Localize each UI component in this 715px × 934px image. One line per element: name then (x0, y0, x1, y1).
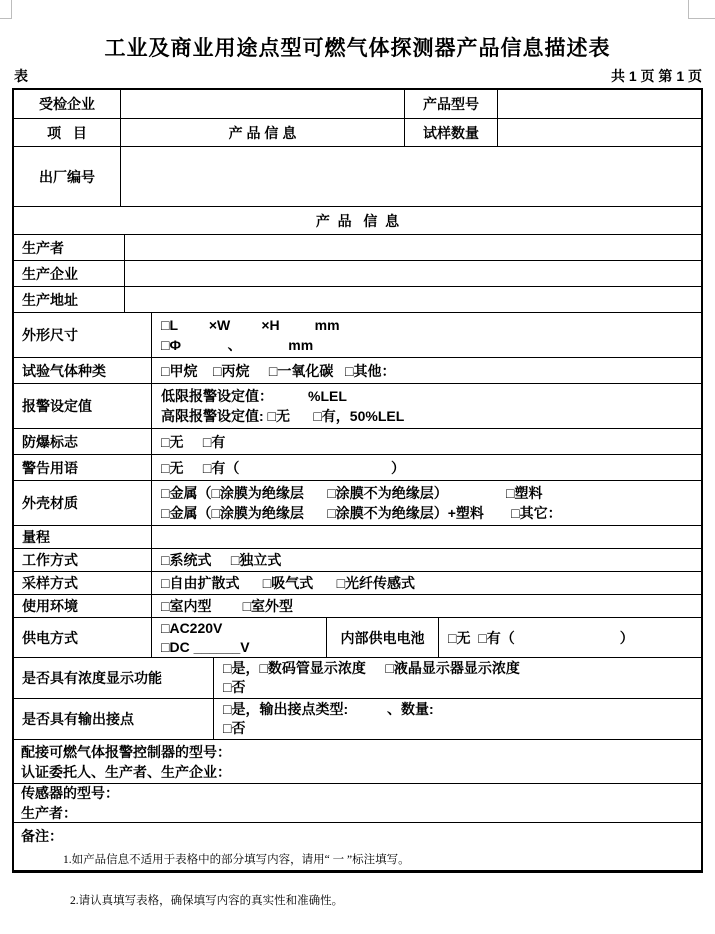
internal-battery-label: 内部供电电池 (326, 618, 438, 657)
alarm-setting-options[interactable]: 低限报警设定值： %LEL 高限报警设定值: □无 □有，50%LEL (151, 384, 701, 428)
work-mode-label: 工作方式 (22, 552, 78, 568)
item-label: 项 目 (47, 124, 87, 141)
table-row (14, 383, 701, 428)
power-supply-label: 供电方式 (22, 629, 78, 646)
explosion-proof-label: 防爆标志 (22, 433, 78, 450)
producer-field[interactable] (124, 235, 701, 260)
table-row (14, 571, 701, 594)
dimensions-options[interactable]: □L ×W ×H mm □Φ 、 mm (151, 313, 701, 357)
page-corner-mark-right (688, 0, 715, 19)
table-row (14, 548, 701, 571)
table-row (14, 260, 701, 286)
factory-no-field[interactable] (120, 147, 701, 206)
table-row (14, 357, 701, 383)
table-row (14, 146, 701, 206)
explosion-proof-options[interactable]: □无 □有 (151, 429, 701, 454)
internal-battery-options[interactable]: □无 □有（ ） (438, 618, 701, 657)
table-row (14, 428, 701, 454)
table-row (14, 118, 701, 146)
environment-label: 使用环境 (22, 598, 78, 614)
sampling-options[interactable]: □自由扩散式 □吸气式 □光纤传感式 (151, 572, 701, 594)
sensor-model-field[interactable]: 传感器的型号： 生产者： (21, 785, 119, 821)
table-row (14, 480, 701, 525)
table-row (14, 525, 701, 548)
manufacturer-field[interactable] (124, 261, 701, 286)
power-supply-options[interactable]: □AC220V □DC ______V (151, 618, 326, 657)
warning-words-label: 警告用语 (22, 459, 78, 476)
table-row (14, 594, 701, 617)
remarks-label: 备注： (21, 828, 63, 844)
warning-words-options[interactable]: □无 □有（ ） (151, 455, 701, 480)
product-info-column-header: 产 品 信 息 (120, 119, 404, 146)
manufacturer-label: 生产企业 (22, 265, 78, 282)
page-count-label: 共 1 页 第 1 页 (610, 68, 702, 84)
shell-material-options[interactable]: □金属（□涂膜为绝缘层 □涂膜不为绝缘层） □塑料 □金属（□涂膜为绝缘层 □涂膜不为绝缘层）+塑料 □其它： (151, 481, 701, 525)
table-row (14, 617, 701, 657)
table-row (14, 698, 701, 739)
table-row (14, 234, 701, 260)
table-row (14, 286, 701, 312)
environment-options[interactable]: □室内型 □室外型 (151, 595, 701, 617)
gas-type-label: 试验气体种类 (22, 362, 106, 379)
table-row (14, 822, 701, 907)
product-model-field[interactable] (497, 90, 701, 118)
range-label: 量程 (22, 529, 50, 545)
output-contact-options[interactable]: □是，输出接点类型: 、数量: □否 (213, 699, 701, 739)
remarks-notes: 1.如产品信息不适用于表格中的部分填写内容，请用“ 一 ”标注填写。 2.请认真填写表格，确保填写内容的真实性和准确性。 (63, 854, 410, 907)
producer-label: 生产者 (22, 239, 64, 256)
concentration-display-options[interactable]: □是，□数码管显示浓度 □液晶显示器显示浓度 □否 (213, 658, 701, 698)
table-row (14, 739, 701, 783)
sample-qty-field[interactable] (497, 119, 701, 146)
address-label: 生产地址 (22, 291, 78, 308)
work-mode-options[interactable]: □系统式 □独立式 (151, 549, 701, 571)
sample-qty-label: 试样数量 (404, 119, 497, 146)
factory-no-label: 出厂编号 (39, 168, 95, 185)
table-meta-row (14, 66, 702, 86)
table-row (14, 454, 701, 480)
shell-material-label: 外壳材质 (22, 495, 78, 511)
sampling-label: 采样方式 (22, 575, 78, 591)
page-corner-mark-left (0, 0, 12, 19)
table-row (14, 312, 701, 357)
controller-model-field[interactable]: 配接可燃气体报警控制器的型号： 认证委托人、生产者、生产企业： (21, 743, 231, 780)
product-info-table (12, 88, 703, 907)
range-field[interactable] (151, 526, 701, 548)
sheet-label: 表 (14, 68, 28, 84)
alarm-setting-label: 报警设定值 (22, 398, 92, 414)
dimensions-label: 外形尺寸 (22, 327, 78, 343)
section-header-product-info: 产 品 信 息 (315, 212, 400, 229)
table-row (14, 783, 701, 822)
inspected-company-label: 受检企业 (39, 96, 95, 112)
product-model-label: 产品型号 (404, 90, 497, 118)
page-title: 工业及商业用途点型可燃气体探测器产品信息描述表 (104, 37, 611, 60)
remarks-cell (14, 823, 701, 907)
table-row (14, 206, 701, 234)
gas-type-options[interactable]: □甲烷 □丙烷 □一氧化碳 □其他： (151, 358, 701, 383)
output-contact-label: 是否具有输出接点 (22, 711, 134, 727)
inspected-company-field[interactable] (120, 90, 404, 118)
address-field[interactable] (124, 287, 701, 312)
table-row (14, 657, 701, 698)
table-row (14, 90, 701, 118)
concentration-display-label: 是否具有浓度显示功能 (22, 670, 162, 686)
